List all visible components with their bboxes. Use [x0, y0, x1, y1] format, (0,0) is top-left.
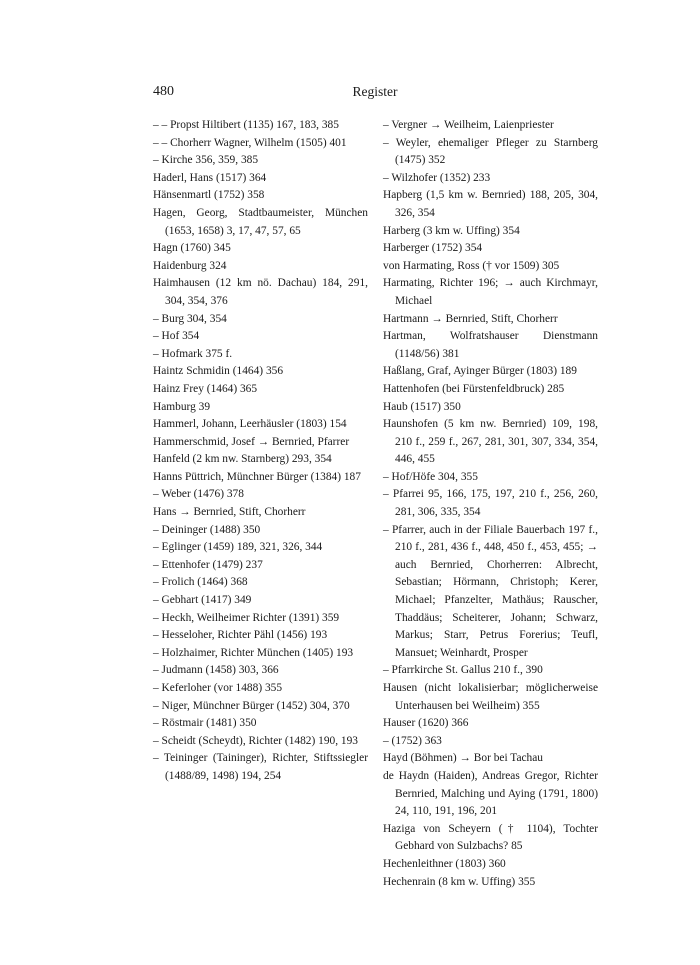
index-entry: – Röstmair (1481) 350 [153, 717, 257, 730]
index-entry: Hanfeld (2 km nw. Starnberg) 293, 354 [153, 453, 332, 466]
index-entry: Harberger (1752) 354 [383, 242, 483, 255]
index-entry: Hamburg 39 [153, 400, 211, 413]
index-entry: – Scheidt (Scheydt), Richter (1482) 190, 193 [153, 734, 358, 747]
index-entry: – Kirche 356, 359, 385 [153, 154, 259, 167]
index-entry: Hartmann → Bernried, Stift, Chorherr [383, 312, 558, 325]
index-entry: Hechenrain (8 km w. Uffing) 355 [383, 875, 536, 888]
index-entry: Haintz Schmidin (1464) 356 [153, 365, 284, 378]
index-entry: – – Propst Hiltibert (1135) 167, 183, 385 [153, 119, 339, 131]
index-entry: – – Chorherr Wagner, Wilhelm (1505) 401 [153, 136, 347, 149]
index-entry: – Hesseloher, Richter Pähl (1456) 193 [153, 629, 328, 642]
index-entry: Haimhausen (12 km nö. Dachau) 184, 291, 304, 354, 376 [153, 277, 368, 307]
index-entry: de Haydn (Haiden), Andreas Gregor, Richter Bernried, Malching und Aying (1791, 1800) 24, 110, 191, 196, 201 [383, 769, 598, 818]
index-entry: Hechenleithner (1803) 360 [383, 857, 506, 870]
index-entry: – Niger, Münchner Bürger (1452) 304, 370 [153, 699, 350, 712]
index-entry: – Eglinger (1459) 189, 321, 326, 344 [153, 541, 323, 554]
index-entry: Harmating, Richter 196; → auch Kirchmayr, Michael [383, 277, 598, 307]
index-column-left [153, 117, 368, 786]
index-entry: Hausen (nicht lokalisierbar; möglicherweise Unterhausen bei Weilheim) 355 [383, 682, 598, 712]
index-entry: – Hofmark 375 f. [153, 347, 233, 360]
index-entry: Hagn (1760) 345 [153, 242, 231, 255]
index-entry: – Burg 304, 354 [153, 312, 227, 325]
index-entry: Hauser (1620) 366 [383, 717, 469, 730]
index-entry: – Gebhart (1417) 349 [153, 594, 252, 607]
index-entry: Hammerschmid, Josef → Bernried, Pfarrer [153, 435, 350, 448]
running-title: Register [352, 84, 398, 99]
index-entry: – Weyler, ehemaliger Pfleger zu Starnberg (1475) 352 [383, 136, 598, 167]
index-entry: – Ettenhofer (1479) 237 [153, 558, 263, 571]
index-entry: Hayd (Böhmen) → Bor bei Tachau [383, 752, 544, 765]
index-entry: – Keferloher (vor 1488) 355 [153, 682, 283, 694]
index-entry: Haidenburg 324 [153, 259, 227, 272]
index-entry: Hänsenmartl (1752) 358 [153, 189, 265, 202]
index-entry: – Hof 354 [153, 330, 200, 343]
index-entry: Haziga von Scheyern († 1104), Tochter Gebhard von Sulzbachs? 85 [383, 822, 598, 853]
index-entry: – Pfarrer, auch in der Filiale Bauerbach 197 f., 210 f., 281, 436 f., 448, 450 f., 453, 455; → auch Bernried, Chorherren: Albrecht, Sebastian; Hörmann, Christoph; Kerer, Michael; Pfanzelter, Mathäus; Rauscher, Thaddäus; Scheiterer, Johann; Schwarz, Markus; Starr, Petrus Forerius; Teufl, Mansuet; Weinhardt, Prosper [383, 523, 598, 659]
index-entry: Harberg (3 km w. Uffing) 354 [383, 224, 520, 237]
index-entry: Haderl, Hans (1517) 364 [153, 171, 267, 184]
page-number: 480 [153, 84, 174, 99]
index-entry: Hattenhofen (bei Fürstenfeldbruck) 285 [383, 382, 565, 395]
index-entry: Hanns Püttrich, Münchner Bürger (1384) 187 [153, 470, 361, 483]
index-entry: Haunshofen (5 km nw. Bernried) 109, 198, 210 f., 259 f., 267, 281, 301, 307, 334, 354, 446, 455 [383, 418, 598, 466]
index-entry: – Vergner → Weilheim, Laienpriester [383, 119, 554, 131]
index-entry: – Holzhaimer, Richter München (1405) 193 [153, 646, 354, 659]
index-entry: – Teininger (Taininger), Richter, Stiftssiegler (1488/89, 1498) 194, 254 [153, 752, 368, 782]
index-entry: – Weber (1476) 378 [153, 488, 244, 501]
index-entry: Hapberg (1,5 km w. Bernried) 188, 205, 304, 326, 354 [383, 189, 598, 219]
index-entry: Haßlang, Graf, Ayinger Bürger (1803) 189 [383, 365, 577, 378]
index-entry: – (1752) 363 [383, 734, 442, 747]
index-entry: – Judmann (1458) 303, 366 [153, 664, 279, 677]
index-entry: Hans → Bernried, Stift, Chorherr [153, 506, 306, 519]
index-entry: – Frolich (1464) 368 [153, 576, 248, 589]
index-entry: – Pfarrkirche St. Gallus 210 f., 390 [383, 664, 543, 677]
index-entry: Haub (1517) 350 [383, 400, 461, 413]
index-entry: Hagen, Georg, Stadtbaumeister, München (1653, 1658) 3, 17, 47, 57, 65 [153, 206, 368, 237]
index-column-right [383, 117, 598, 891]
index-entry: Hammerl, Johann, Leerhäusler (1803) 154 [153, 418, 347, 431]
index-entry: – Hof/Höfe 304, 355 [383, 470, 478, 483]
index-entry: – Wilzhofer (1352) 233 [383, 171, 491, 184]
index-entry: – Pfarrei 95, 166, 175, 197, 210 f., 256, 260, 281, 306, 335, 354 [383, 488, 598, 519]
index-entry: – Deininger (1488) 350 [153, 523, 261, 536]
index-entry: – Heckh, Weilheimer Richter (1391) 359 [153, 611, 340, 624]
index-entry: von Harmating, Ross († vor 1509) 305 [383, 259, 560, 272]
index-entry: Hartman, Wolfratshauser Dienstmann (1148/56) 381 [383, 330, 598, 360]
index-entry: Hainz Frey (1464) 365 [153, 382, 258, 395]
